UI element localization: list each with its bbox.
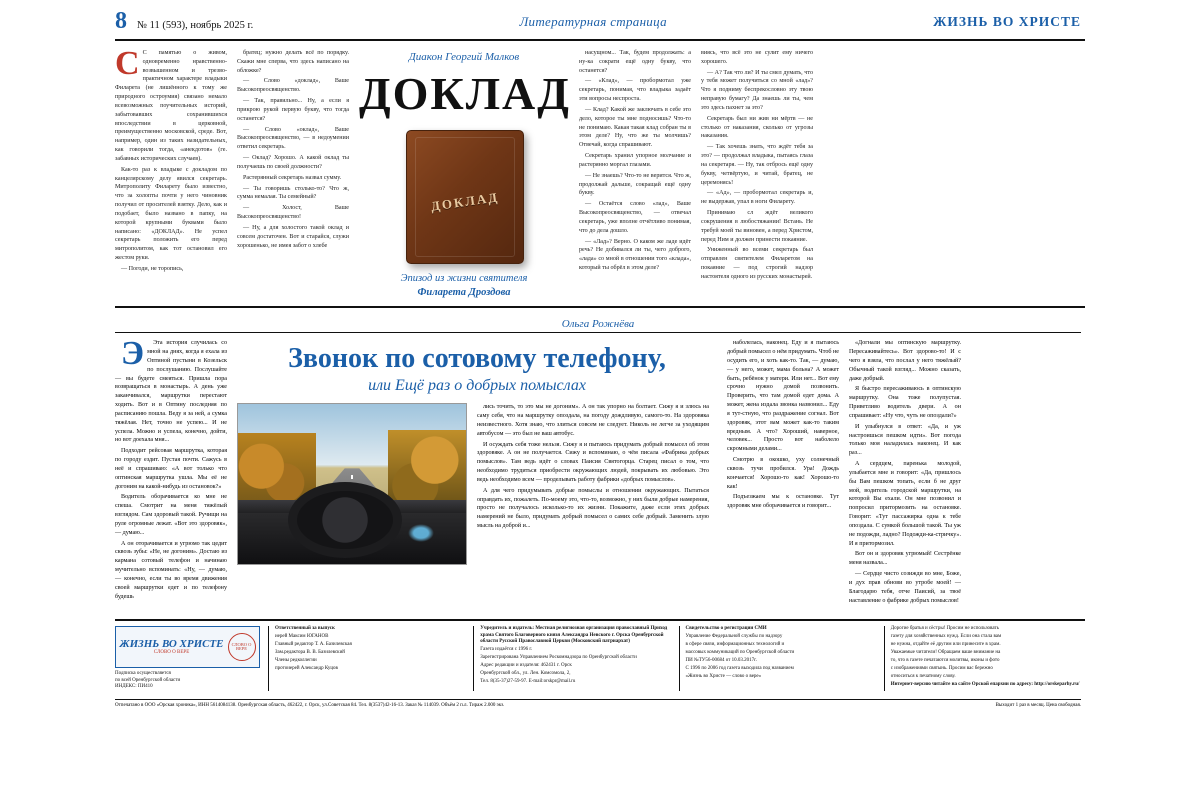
dropcap-s: С — [115, 45, 140, 82]
issue-info: № 11 (593), ноябрь 2025 г. — [137, 20, 254, 31]
article1-col4-p4: — Так хочешь знать, что ждёт тебя за это? — продолжал владыка, пытаясь глаза на секретаря. — Ну, так отбрось ещё одну букву, четвёртую, и читай, братец, не церемонясь! — [701, 144, 813, 186]
notice-l7: относиться к печатному слову. — [890, 674, 956, 680]
article1-col1-p1: С памятью о живом, одновременно нравственно-возвышенном и трезво-практичном характере владыки Филарета (не лишённого к тому же природного остроумия) связано немало всевозможных поучительных историй, забытовавших сохранившихся впоследствии в церковной, преимущественно московской, среде. Вот, например, один из таких назидательных, как говорили тогда, «анекдотов» (ге. забавных исторических случаев). — [115, 50, 227, 162]
article2-center-block — [237, 339, 717, 607]
smi-l3: массовых коммуникаций по Оренбургской области — [685, 650, 795, 656]
article2-col1-p2: Подходит рейсовая маршрутка, которая по городу ездит. Пустая почти. Сажусь в неё и спрашиваю: «А вот только что оптинская маршрутка ушла. Мы её не догоним на какой-нибудь из остановок?» — [115, 448, 227, 490]
responsible-l1: иерей Максим ЮГАНОВ — [275, 634, 329, 640]
address-l4: Оренбургской обл., ул. Лен. Комсомола, 2, — [480, 671, 571, 677]
footer-smi — [679, 626, 876, 691]
article1-col3-p4: Секретарь хранил упорное молчание и растерянно моргал глазами. — [579, 153, 691, 168]
footer-logo-block — [115, 626, 260, 691]
article2-photo-wrap — [237, 403, 467, 569]
article1-col2-p1: братец; нужно делать всё по порядку. Скажи мне сперва, что здесь написано на обложке? — [237, 50, 349, 74]
subscription-index: ИНДЕКС: ПИ410 — [115, 684, 153, 690]
article-doklad — [115, 41, 1085, 306]
masthead-logo — [115, 626, 260, 668]
article2-col2-p1: лись точить, то это мы не догоним». А он так упорно на болтает. Сижу я и злюсь на саму себя, что на маршрутку опоздала, на погоду дождливую, самого-то. На здоровяка неизвестного. Хотя знаю, что злиться совсем не следует. Николь не легче за уходящим автобусом — это был не ваш автобус. — [477, 404, 709, 437]
website-link[interactable]: Интернет-версию читайте на сайте Орской епархии по адресу: http://orskeparhy.ru/ — [890, 682, 1080, 688]
article1-col2-p2: — Слово «доклад», Ваше Высокопреосвященство. — [237, 78, 349, 94]
article2-col4-p2: Я быстро пересаживаюсь в оптинскую маршрутку. Она тоже полупустая. Приветливо водитель двери. А он спрашивает: «Ну что, чуть не опоздали?» — [849, 386, 961, 419]
article1-column-2 — [237, 49, 349, 300]
smi-l2: в сфере связи, информационных технологий и — [685, 642, 785, 648]
smi-head: Свидетельство о регистрации СМИ — [685, 626, 767, 632]
notice-l1: Дорогие братья и сёстры! Просим не использовать — [890, 626, 999, 632]
article2-col3-p3: Подъезжаем мы к остановке. Тут здоровяк мне оборачивается и говорит... — [727, 494, 839, 510]
article2-col1-p1: Эта история случилась со мной на днях, когда я ехала из Оптиной пустыни в Козельск по послушанию. Послушайте — вы будете смеяться. Пришла пора возвращаться в монастырь. А день уже заканчивался, маршрутки перестают ходить. Вот и в Оптину последняя по расписанию пошла. Веду я за ней, а сумка тяжёлая. Нет, точно не успею... И не успела. Можно и успела, конечно, дойти, но вот доехала мня... — [115, 340, 227, 444]
page-footer — [115, 619, 1085, 695]
smi-l1: Управление Федеральной службы по надзору — [685, 634, 783, 640]
imprint-right: Выходит 1 раз в месяц. Цена свободная. — [995, 702, 1081, 708]
responsible-l4: Члены редколлегии — [275, 658, 317, 664]
article1-col1-p3: — Погоди, не торопись, — [121, 265, 184, 272]
article2-column-1 — [115, 335, 227, 607]
footer-imprint — [115, 699, 1081, 708]
article1-col3-p3: — Клад? Какой же заключать в себе это дело, которое ты мне подносишь? Что-то не понимаю. Какая такая клад собран ты в этом деле? Ну, что же ты молчишь? Отвечай, когда спрашивают. — [579, 106, 691, 149]
article1-column-4 — [701, 49, 813, 300]
address-l1: Газета издаётся с 1996 г. — [480, 647, 533, 653]
article2-title: Звонок по сотовому телефону, — [288, 343, 666, 375]
article2-column-3 — [727, 339, 839, 607]
notice-l5: то, что в газете печатаются молитвы, иконы и фото — [890, 658, 1000, 664]
subscription-line-2: по всей Оренбургской области — [115, 677, 181, 683]
article2-col4-p1: «Догнали мы оптинскую маршрутку. Пересаживайтесь». Вот здорово-то! И с чего я взяла, что послал у него тяжёлый? Обычный такой взгляд... Можно сказать, даже добрый. — [849, 340, 961, 382]
article2-col4-p3: И улыбнулся в ответ: «Да, и уж настроишься пешком идти». Вот погода только моя наладилась наконец. И как раз... — [849, 423, 961, 457]
masthead-left — [115, 8, 253, 35]
article2-col4-p6: — Сердце чисто созижди во мне, Боже, и дух прав обнови во утробе моей! — Благодарю тебя, отче Паисий, за твоё наставление о фабрике добрых помыслов! — [849, 571, 961, 604]
smi-l5: С 1996 по 2006 год газета выходила под названием — [685, 666, 794, 672]
paper-name: ЖИЗНЬ ВО ХРИСТЕ — [933, 13, 1081, 29]
article1-col4-p7: Униженный во всеми секретарь был отправлен святителем Филаретом на покаяние — под строгий надзор настоятеля одного из русских монастырей. — [701, 247, 813, 280]
article1-illustration — [392, 126, 537, 266]
footer-notice — [884, 626, 1081, 691]
article2-author: Ольга Рожнёва — [561, 318, 635, 331]
article1-column-1 — [115, 45, 227, 300]
article1-byline: Диакон Георгий Малков — [408, 51, 520, 63]
footer-logo-subtitle: СЛОВО О ВЕРЕ — [153, 649, 190, 655]
article1-col3-p6: — Остаётся слово «лад», Ваше Высокопреосвященство, — отвечал секретарь, уже вполне отчётливо понимая, что до дела дошло. — [579, 201, 691, 234]
article1-col4-p3: Секретарь был ни жив ни мёртв — не столько от наказания, сколько от угрозы наказания. — [701, 115, 813, 140]
article2-subtitle: или Ещё раз о добрых помыслах — [368, 377, 586, 395]
article1-col2-p8: — Холост, Ваше Высокопреосвященство! — [237, 205, 349, 221]
smi-l4: ПИ №ТУ56-00684 от 10.03.2017г. — [685, 658, 757, 664]
photo-instrument-glow — [408, 524, 434, 542]
address-l3: Адрес редакции и издателя: 462431 г. Орск — [480, 663, 572, 669]
article2-body — [115, 335, 1081, 607]
footer-address — [473, 626, 670, 691]
article2-col1-p3: Водитель оборачивается ко мне не спеша. Смотрит на меня тяжёлый взглядом. Сам здоровый такой. Ручищи на руле огромные лежат. «Вот это здоровяк», — думаю... — [115, 494, 227, 536]
notice-l6: с изображениями святынь. Просим вас бережно — [890, 666, 993, 672]
subscription-line-1: Подписка осуществляется — [115, 671, 171, 677]
article1-headline-block — [359, 49, 569, 300]
article1-subtitle-line2: Филарета Дроздова — [417, 287, 511, 299]
article1-col4-p6: Принимаю сл ждёт великого сокрушения в любостяжании! Встань. Не требуй моей ты виновен, а перед Христом, перед Ним и должен принести покаяние. — [701, 210, 813, 243]
road-photo — [237, 403, 467, 565]
section-title: Литературная страница — [519, 13, 667, 29]
article2-rule — [115, 332, 1081, 333]
imprint-left: Отпечатано в ООО «Орская хроника», ИНН 5614084138. Оренбургская область, 462422, г. Орск, ул.Советская 84. Тел. 8(3537)42-16-13. Заказ № 114039. Объём 2 п.л. Тираж 2.000 экз. — [115, 702, 505, 708]
article1-col2-p4: — Слово «оклад», Ваше Высокопреосвященство, — в недоумении ответил секретарь. — [237, 126, 349, 151]
article-zvonok — [115, 308, 1085, 613]
smi-l6: «Жизнь во Христе — слово о вере» — [685, 674, 762, 680]
page-number: 8 — [115, 8, 127, 34]
article2-col3-p1: наболелась, наконец. Еду и я пытаюсь добрый помысел о нём придумать. Чтоб не осудить его, и хоть как-то. Так, — думаю, — у него, может, мама больна? А может быть, ребёнок у матери. Или нет... Вот ему срочно нужно домой позвонить. Проверить, что там домой едет дома. А может, жена издала звонка назвонил... Еду я тут-стную, что раздражение согнал. Вот здоровяк, этот вам может как-то таким вредным. А что? Хороший, наверное, человек... Просто вот наболело скромными делами... — [727, 340, 839, 453]
article1-col4-p1: виясь, что всё это не сулит ему ничего хорошего. — [701, 50, 813, 65]
footer-logo-title: ЖИЗНЬ ВО ХРИСТЕ — [119, 637, 224, 650]
article1-col2-p9: — Ну, а для холостого такой оклад и совсем достаточен. Вот и старайся, служи хорошенько, не имея забот о хлебе — [237, 224, 349, 249]
dropcap-e: Э — [121, 335, 145, 373]
masthead — [115, 0, 1085, 41]
article1-col3-p1: насущном... Так, будем продолжать: а ну-ка сократи ещё одну букву, что останется? — [579, 50, 691, 74]
article1-column-3 — [579, 49, 691, 300]
article1-col1-p2: Как-то раз к владыке с докладом по канцелярскому делу явился секретарь. Митрополиту Филарету было известно, что за холопты почти у него чиновник получил от просителей взятку. Дело, как и подобает, было названо в папку, на которой крупными буквами было написано: «ДОКЛАД». Не успел секретарь положить его перед митрополитом, как тот остановил его жестом руки. — [115, 166, 227, 262]
notice-l3: не нужна, отдайте её другим или принесите в храм. — [890, 642, 1001, 648]
photo-steering-wheel — [288, 482, 402, 558]
article1-col2-p5: — Оклад? Хорошо. А какой оклад ты получаешь по своей должности? — [237, 155, 349, 170]
article2-col2-p2: И осуждать себя тоже нельзя. Сижу я и пытаюсь придумать добрый помысел об этом здоровяке. А он не получается. Сижу и вспоминаю, о чём писала «Фабрика добрых помыслов». Там ведь идёт о словах Паисия Святогорца. Старец писал о том, что необходимо трудиться приобрести окружающих людей, покрывать их любовью. Это ведь необходимо всем — проделывать работу фабрики «добрых помыслов». — [477, 441, 709, 483]
address-l5: Тел. 8(35-37)27-59-97. E-mail:orskpr@mail.ru — [480, 679, 576, 685]
footer-logo-circle: СЛОВО О ВЕРЕ — [228, 633, 256, 661]
article1-col2-p6: Растерянный секретарь назвал сумму. — [243, 174, 342, 181]
article1-col3-p2: — «Клад», — пробормотал уже секретарь, понимая, что владыка задаёт эти вопросы неспроста. — [579, 78, 691, 103]
article1-col4-p2: — А? Так что ли? И ты смел думать, что у тебя может получиться со мной «лад»? Что я подниму беспрекословно эту твою неправую бумагу? Да знаешь ли ты, чем это здесь пахнет за это? — [701, 69, 813, 111]
article1-col3-p7: — «Лад»? Верно. О каком же ладе идёт речь? Не добивался ли ты, чего доброго, «лада» со мной в отношении того «клада», который ты обрёл в этом деле? — [579, 238, 691, 272]
page-sheet — [115, 0, 1085, 800]
article1-col2-p3: — Так, правильно... Ну, а если я прикрою рукой первую букву, что тогда останется? — [237, 98, 349, 122]
article1-col4-p5: — «Ад», — пробормотал секретарь и, не выдержав, упал в ноги Филарету. — [701, 190, 813, 206]
address-head: Учредитель и издатель: Местная религиозная организация православный Приход храма Святого Благоверного князя Александра Невского г. Орска Оренбургской области Русской Православной Церкви (Московский патриархат) — [480, 626, 668, 645]
article2-col4-p4: А сердцем, паренька молодой, улыбается мне и говорит: «Да, пришлось бы Вам пешком топать, если б не друг мой, водитель городской маршрутки, на которой Вы ехали. Он мне позвонил и попросил притормозить на остановке. Говорит: «Тут пассажирка одна к тебе опоздала. С сумкой большой такой. Ты уж не подожди, ладно? Подожди-ка-стричку». И я притормозил. — [849, 461, 961, 547]
address-l2: Зарегистрирована Управлением Роскомнадзора по Оренбургской области — [480, 655, 637, 661]
article1-col2-p7: — Ты говоришь столько-то? Что ж, сумма немалая. Ты семейный? — [237, 185, 349, 201]
book-cover-label: ДОКЛАД — [429, 189, 500, 214]
responsible-l2: Главный редактор Т. А. Базилевская — [275, 642, 352, 648]
footer-responsible — [268, 626, 465, 691]
article2-col2-p3: А для чего придумывать добрые помыслы и отношении окружающих. Пытаться оправдать их, пожалеть. По-моему это, что-то, возможно, у них были добрые намерения, просто не получалось исколько-то их жизни. Покажите, даже если этих добрых намерений не было, придумать добрый помысел о самих себе добрый. Заменить злую мысль на доброй и... — [477, 487, 709, 530]
notice-l4: Уважаемые читатели! Обращаем ваше внимание на — [890, 650, 1001, 656]
article1-title: ДОКЛАД — [359, 68, 571, 119]
article2-col1-p4: А он оторачивается и угрюмо так цедит сквозь зубы: «Не, не догоним». Достаю из кармана сотовый телефон и начинаю мучительно вспоминать: «Ну, — думаю, — конечно, если ты во время движения своей маршрутки едет и по телефону будешь — [115, 540, 227, 600]
book-cover-image — [406, 130, 524, 264]
article2-column-2 — [477, 403, 709, 569]
responsible-head: Ответственный за выпуск — [275, 626, 335, 632]
responsible-l5: протоиерей Александр Куцов — [275, 666, 338, 672]
article1-col3-p5: — Не знаешь? Что-то не верится. Что ж, продолжай дальше, сокращай ещё одну букву. — [579, 172, 691, 197]
article2-column-4 — [849, 339, 961, 607]
article2-col4-p5: Вот он и здоровяк угрюмый! Сестрёнке меня назвала... — [849, 551, 961, 567]
article2-col3-p2: Смотрю в окошко, уху солнечный сквозь тучи пробился. Ура! Дождь кончается! Хорошо-то как! Хорошо-то как! — [727, 457, 839, 490]
article1-subtitle — [359, 272, 569, 300]
responsible-l3: Зам.редактора В. В. Базилевский — [275, 650, 345, 656]
article1-subtitle-line1: Эпизод из жизни святителя — [400, 273, 528, 284]
notice-l2: газету для хозяйственных нужд. Если она стала вам — [890, 634, 1002, 640]
